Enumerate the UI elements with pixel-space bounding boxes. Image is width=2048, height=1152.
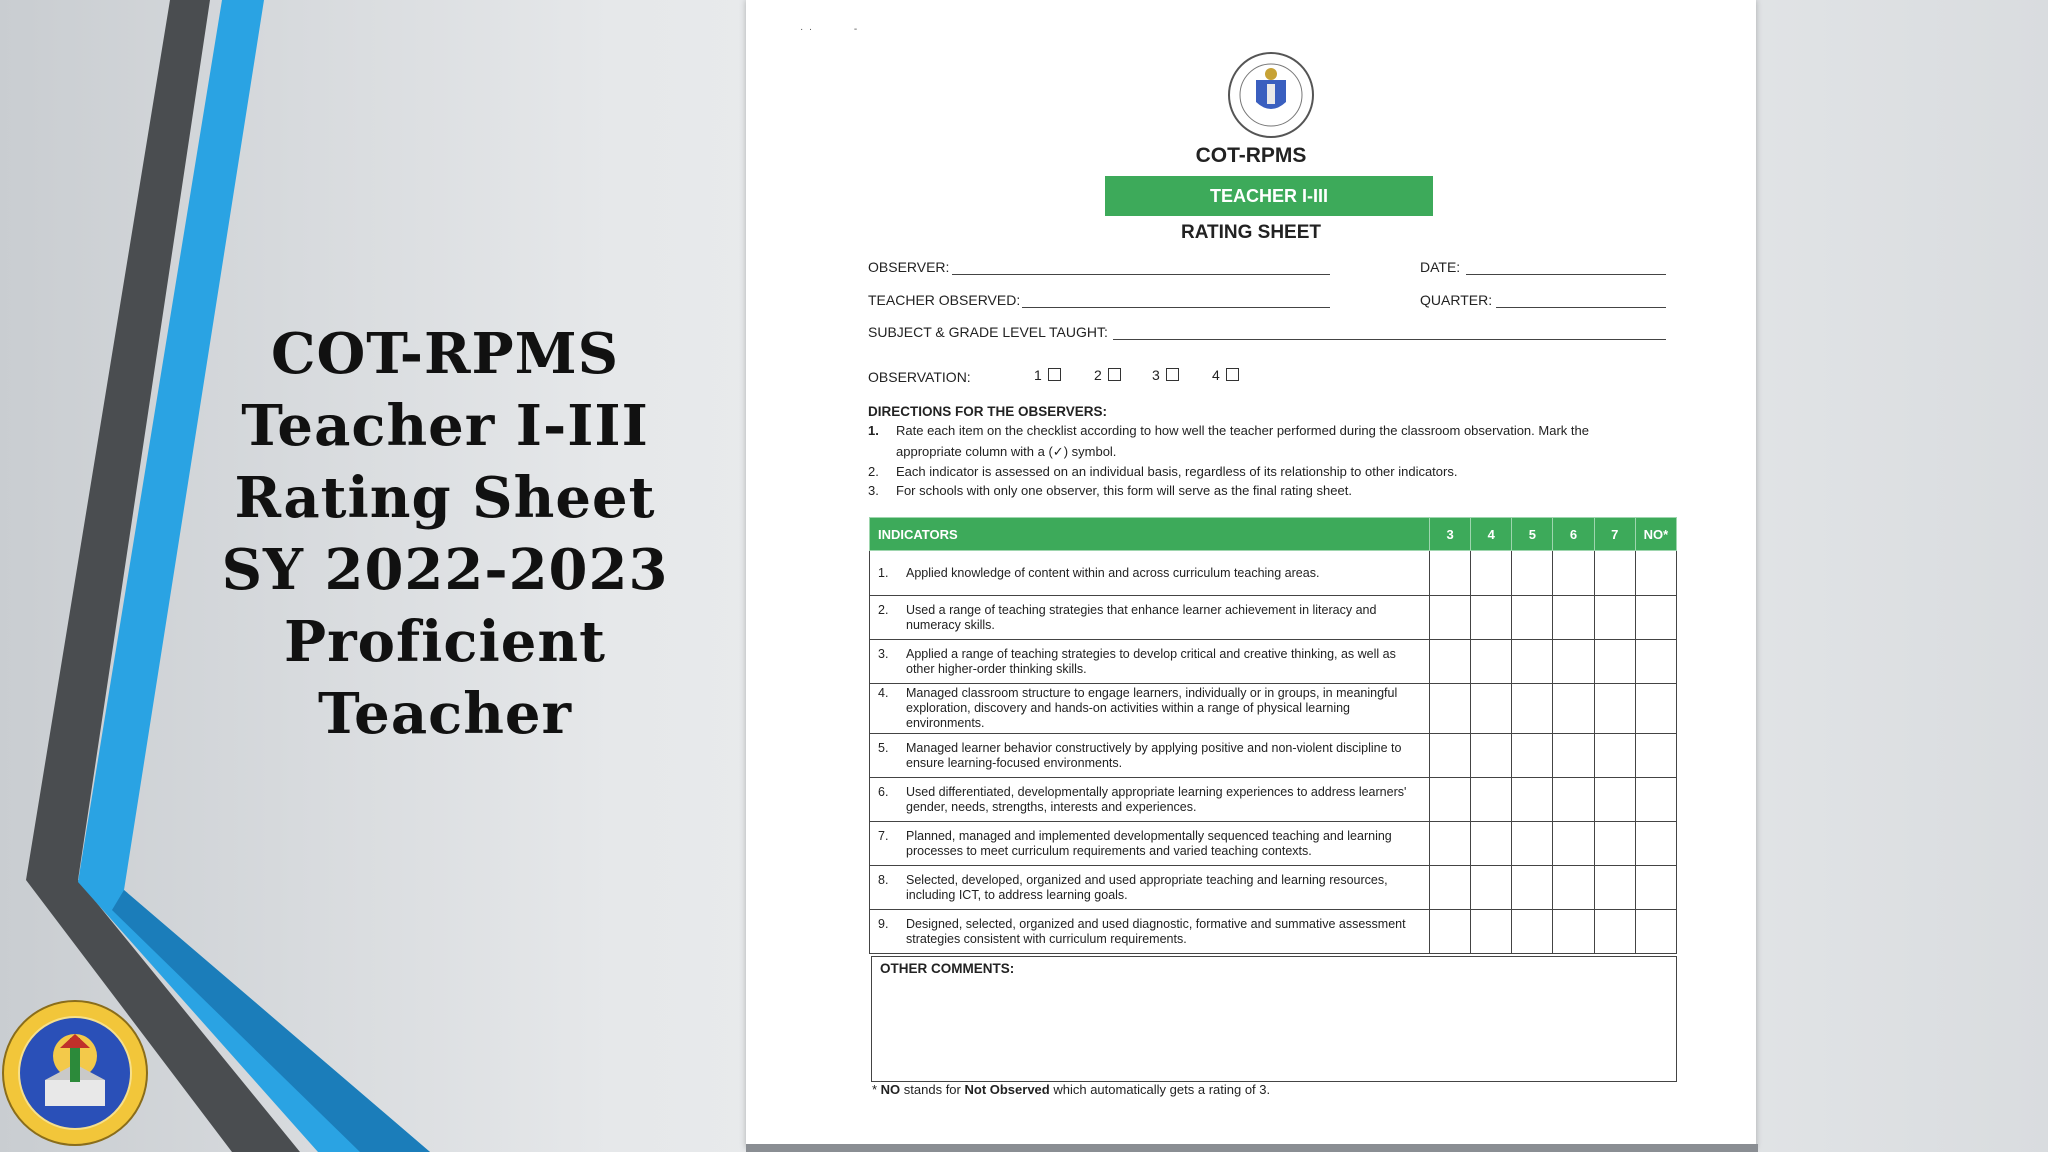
rating-cell[interactable] bbox=[1635, 778, 1676, 822]
rating-cell[interactable] bbox=[1635, 866, 1676, 910]
rating-cell[interactable] bbox=[1594, 596, 1635, 640]
indicator-cell bbox=[870, 822, 1430, 866]
rating-cell[interactable] bbox=[1512, 684, 1553, 734]
rating-cell[interactable] bbox=[1553, 596, 1594, 640]
option-number: 4 bbox=[1212, 367, 1220, 383]
indicator-cell bbox=[870, 684, 1430, 734]
observation-option-1 bbox=[1034, 367, 1061, 383]
rating-cell[interactable] bbox=[1430, 551, 1471, 596]
rating-cell[interactable] bbox=[1471, 551, 1512, 596]
rating-cell[interactable] bbox=[1430, 734, 1471, 778]
rating-cell[interactable] bbox=[1553, 640, 1594, 684]
table-row bbox=[870, 551, 1677, 596]
table-row bbox=[870, 734, 1677, 778]
rating-cell[interactable] bbox=[1594, 822, 1635, 866]
footnote-part: Not Observed bbox=[964, 1082, 1050, 1097]
direction-text: For schools with only one observer, this form will serve as the final rating sheet. bbox=[896, 483, 1352, 498]
direction-number: 1. bbox=[868, 423, 879, 438]
indicator-number: 1. bbox=[878, 565, 889, 580]
column-header: NO* bbox=[1635, 518, 1676, 551]
rating-cell[interactable] bbox=[1635, 596, 1676, 640]
table-header-row bbox=[870, 518, 1677, 551]
rating-cell[interactable] bbox=[1635, 640, 1676, 684]
deped-ozamiz-logo bbox=[0, 998, 150, 1148]
rating-cell[interactable] bbox=[1553, 551, 1594, 596]
form-title: COT-RPMS bbox=[1195, 144, 1307, 167]
indicator-text: Used a range of teaching strategies that enhance learner achievement in literacy and numeracy skills. bbox=[906, 602, 1377, 632]
checkbox-icon bbox=[1048, 368, 1061, 381]
indicator-text: Planned, managed and implemented developmentally sequenced teaching and learning processes to meet curriculum requirements and varied teaching contexts. bbox=[906, 828, 1392, 858]
teacher-observed-line bbox=[1022, 307, 1330, 308]
indicator-number: 8. bbox=[878, 872, 889, 887]
rating-cell[interactable] bbox=[1635, 734, 1676, 778]
rating-cell[interactable] bbox=[1594, 866, 1635, 910]
title-line: Proficient bbox=[284, 609, 606, 675]
table-row bbox=[870, 778, 1677, 822]
rating-cell[interactable] bbox=[1430, 596, 1471, 640]
direction-text: Each indicator is assessed on an individual basis, regardless of its relationship to other indicators. bbox=[896, 464, 1458, 479]
rating-cell[interactable] bbox=[1430, 822, 1471, 866]
table-row bbox=[870, 596, 1677, 640]
footnote-part: which automatically gets a rating of 3. bbox=[1049, 1082, 1271, 1097]
observation-option-2 bbox=[1094, 367, 1121, 383]
rating-cell[interactable] bbox=[1553, 822, 1594, 866]
quarter-label: QUARTER: bbox=[1420, 292, 1493, 308]
indicator-number: 4. bbox=[878, 686, 889, 700]
rating-cell[interactable] bbox=[1471, 866, 1512, 910]
table-row bbox=[870, 866, 1677, 910]
observer-line bbox=[952, 274, 1330, 275]
column-header: 3 bbox=[1430, 518, 1471, 551]
indicator-cell bbox=[870, 778, 1430, 822]
option-number: 3 bbox=[1152, 367, 1160, 383]
indicator-number: 6. bbox=[878, 784, 889, 799]
rating-cell[interactable] bbox=[1594, 910, 1635, 954]
rating-cell[interactable] bbox=[1553, 910, 1594, 954]
indicator-number: 9. bbox=[878, 916, 889, 931]
option-number: 1 bbox=[1034, 367, 1042, 383]
indicator-cell bbox=[870, 596, 1430, 640]
observation-option-3 bbox=[1152, 367, 1179, 383]
rating-cell[interactable] bbox=[1512, 910, 1553, 954]
rating-cell[interactable] bbox=[1594, 778, 1635, 822]
rating-cell[interactable] bbox=[1594, 551, 1635, 596]
indicator-cell bbox=[870, 734, 1430, 778]
teacher-observed-label: TEACHER OBSERVED: bbox=[868, 292, 1021, 308]
form-subtitle: RATING SHEET bbox=[1180, 222, 1322, 243]
indicator-text: Applied knowledge of content within and across curriculum teaching areas. bbox=[906, 565, 1320, 580]
checkbox-icon bbox=[1108, 368, 1121, 381]
rating-cell[interactable] bbox=[1594, 684, 1635, 734]
column-header: 4 bbox=[1471, 518, 1512, 551]
rating-cell[interactable] bbox=[1512, 822, 1553, 866]
title-line: Rating Sheet bbox=[234, 465, 656, 531]
title-line: Teacher I-III bbox=[241, 393, 649, 459]
scan-specks: · · - bbox=[800, 24, 858, 35]
observation-label: OBSERVATION: bbox=[868, 369, 971, 385]
other-comments-box[interactable] bbox=[871, 956, 1677, 1082]
rating-cell[interactable] bbox=[1512, 640, 1553, 684]
date-line bbox=[1466, 274, 1666, 275]
footnote-part: stands for bbox=[900, 1082, 965, 1097]
rating-cell[interactable] bbox=[1512, 866, 1553, 910]
rating-cell[interactable] bbox=[1635, 822, 1676, 866]
rating-cell[interactable] bbox=[1471, 734, 1512, 778]
rating-cell[interactable] bbox=[1553, 778, 1594, 822]
indicator-cell bbox=[870, 866, 1430, 910]
rating-cell[interactable] bbox=[1471, 684, 1512, 734]
rating-cell[interactable] bbox=[1512, 778, 1553, 822]
rating-cell[interactable] bbox=[1471, 640, 1512, 684]
directions-heading: DIRECTIONS FOR THE OBSERVERS: bbox=[868, 404, 1108, 419]
table-row bbox=[870, 684, 1677, 734]
date-label: DATE: bbox=[1420, 259, 1461, 275]
rating-cell[interactable] bbox=[1430, 910, 1471, 954]
rating-cell[interactable] bbox=[1553, 734, 1594, 778]
rating-cell[interactable] bbox=[1594, 734, 1635, 778]
column-header: 7 bbox=[1594, 518, 1635, 551]
column-header: 6 bbox=[1553, 518, 1594, 551]
rating-cell[interactable] bbox=[1430, 866, 1471, 910]
indicator-text: Designed, selected, organized and used diagnostic, formative and summative assessment strategies consistent with curriculum requirements. bbox=[906, 916, 1406, 946]
rating-cell[interactable] bbox=[1512, 551, 1553, 596]
indicator-text: Used differentiated, developmentally appropriate learning experiences to address learners' gender, needs, strengths, interests and experiences. bbox=[906, 784, 1407, 814]
slide-title bbox=[205, 318, 685, 750]
indicator-text: Managed classroom structure to engage learners, individually or in groups, in meaningful exploration, discovery and hands-on activities within a range of physical learning environments. bbox=[906, 686, 1398, 730]
rating-cell[interactable] bbox=[1512, 596, 1553, 640]
rating-cell[interactable] bbox=[1553, 866, 1594, 910]
rating-cell[interactable] bbox=[1471, 822, 1512, 866]
checkbox-icon bbox=[1166, 368, 1179, 381]
title-line: Teacher bbox=[317, 681, 573, 747]
table-row bbox=[870, 640, 1677, 684]
title-line: COT-RPMS bbox=[270, 321, 620, 387]
table-row bbox=[870, 910, 1677, 954]
table-row bbox=[870, 822, 1677, 866]
rating-cell[interactable] bbox=[1430, 640, 1471, 684]
direction-number: 2. bbox=[868, 464, 879, 479]
rating-sheet-document bbox=[746, 0, 1756, 1148]
teacher-level-band: TEACHER I-III bbox=[1105, 176, 1433, 216]
subject-line bbox=[1113, 339, 1666, 340]
rating-cell[interactable] bbox=[1471, 910, 1512, 954]
indicator-text: Managed learner behavior constructively by applying positive and non-violent discipline to ensure learning-focused environments. bbox=[906, 740, 1402, 770]
rating-cell[interactable] bbox=[1430, 684, 1471, 734]
document-bottom-edge bbox=[746, 1144, 1758, 1152]
rating-cell[interactable] bbox=[1635, 684, 1676, 734]
footnote-part: NO bbox=[880, 1082, 901, 1097]
indicator-text: Applied a range of teaching strategies to develop critical and creative thinking, as well as other higher-order thinking skills. bbox=[906, 646, 1396, 676]
other-comments-label: OTHER COMMENTS: bbox=[880, 961, 1015, 976]
rating-cell[interactable] bbox=[1594, 640, 1635, 684]
indicator-cell bbox=[870, 910, 1430, 954]
checkbox-icon bbox=[1226, 368, 1239, 381]
rating-cell[interactable] bbox=[1635, 910, 1676, 954]
rating-cell[interactable] bbox=[1430, 778, 1471, 822]
observer-label: OBSERVER: bbox=[868, 259, 950, 275]
rating-cell[interactable] bbox=[1512, 734, 1553, 778]
column-header: INDICATORS bbox=[870, 518, 1430, 551]
indicator-number: 7. bbox=[878, 828, 889, 843]
option-number: 2 bbox=[1094, 367, 1102, 383]
observation-option-4 bbox=[1212, 367, 1239, 383]
rating-cell[interactable] bbox=[1471, 596, 1512, 640]
indicator-number: 2. bbox=[878, 602, 889, 617]
indicators-table bbox=[869, 517, 1677, 954]
footnote-part: * bbox=[872, 1082, 881, 1097]
quarter-line bbox=[1496, 307, 1666, 308]
rating-cell[interactable] bbox=[1471, 778, 1512, 822]
column-header: 5 bbox=[1512, 518, 1553, 551]
rating-cell[interactable] bbox=[1635, 551, 1676, 596]
indicator-cell bbox=[870, 551, 1430, 596]
indicator-number: 5. bbox=[878, 740, 889, 755]
title-line: SY 2022-2023 bbox=[221, 537, 669, 603]
direction-number: 3. bbox=[868, 483, 879, 498]
indicator-number: 3. bbox=[878, 646, 889, 661]
deped-seal-icon bbox=[1226, 50, 1316, 140]
direction-text: Rate each item on the checklist according to how well the teacher performed during the classroom observation. Mark the bbox=[896, 423, 1589, 438]
footnote bbox=[872, 1082, 1270, 1097]
direction-text: appropriate column with a (✓) symbol. bbox=[896, 444, 1117, 459]
rating-cell[interactable] bbox=[1553, 684, 1594, 734]
indicator-text: Selected, developed, organized and used appropriate teaching and learning resources, including ICT, to address learning goals. bbox=[906, 872, 1388, 902]
subject-label: SUBJECT & GRADE LEVEL TAUGHT: bbox=[868, 324, 1108, 340]
indicator-cell bbox=[870, 640, 1430, 684]
